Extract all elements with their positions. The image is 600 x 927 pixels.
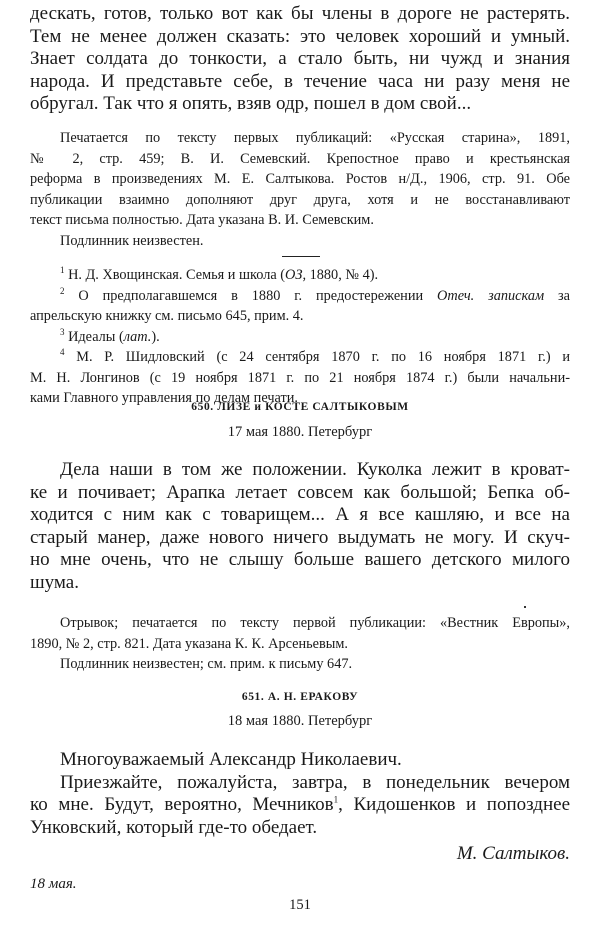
letter-651-heading: 651. А. Н. ЕРАКОВУ — [241, 691, 359, 703]
stray-mark — [524, 606, 526, 608]
footnote-text: ). — [151, 328, 160, 345]
text-line: ке и почивает; Арапка летает совсем как большой; Бепка об- — [30, 481, 570, 503]
footnote-italic: ОЗ, — [285, 267, 307, 283]
text-line: Тем не менее должен сказать: это человек хороший и умный. — [30, 25, 570, 47]
footnote-text: за — [544, 287, 570, 304]
letter-651-date: 18 мая 1880. Петербург — [227, 713, 373, 729]
note-line: Отрывок; печатается по тексту первой публикации: «Вестник Европы», — [60, 615, 570, 631]
note-line: Печатается по тексту первых публикаций: «Русская старина», 1891, — [60, 130, 570, 146]
footnote-1 — [30, 265, 570, 286]
footnote-4 — [30, 347, 570, 368]
text-line: Дела наши в том же положении. Куколка лежит в кроват- — [60, 459, 570, 480]
text-line: народа. И представьте себе, в течение часа ни разу меня не — [30, 70, 570, 92]
text-line: Знает солдата до тонкости, а стало быть, ни чужд и знания — [30, 48, 570, 69]
text-line: дескать, готов, только вот как бы члены в дороге не растерять. — [30, 3, 570, 24]
footnote-text: апрельскую книжку см. письмо 645, прим. 4. — [30, 308, 304, 324]
footnote-text: Идеалы ( — [68, 328, 124, 345]
footnote-italic: лат. — [123, 328, 152, 345]
text-line: обругал. Так что я опять, взяв одр, пошел в дом свой... — [30, 93, 472, 114]
text-fragment: ко мне. Будут, вероятно, Мечников — [30, 794, 334, 815]
footnote-number: 3 — [60, 326, 65, 337]
letter-650-text — [30, 459, 570, 594]
footnote-text: ками Главного управления по делам печати. — [30, 390, 298, 406]
letter-650-note — [30, 613, 570, 675]
footnote-text: О предполагавшемся в 1880 г. предостережении — [78, 287, 438, 304]
note-line: публикации взаимно дополняют друг друга, хотя и не восстанавливают — [30, 191, 570, 208]
footnote-ref: 1 — [333, 794, 339, 805]
footnote-number: 1 — [60, 265, 65, 276]
footnote-number: 2 — [60, 285, 65, 296]
letter-650-date: 17 мая 1880. Петербург — [227, 424, 373, 440]
text-line: Приезжайте, пожалуйста, завтра, в понедельник вечером — [60, 771, 570, 793]
text-line: но мне очень, что не слышу больше вашего детского милого — [30, 549, 570, 570]
original-note: Подлинник неизвестен; см. прим. к письму 647. — [60, 656, 353, 672]
original-note: Подлинник неизвестен. — [60, 232, 204, 249]
footnote-number: 4 — [60, 347, 65, 358]
footnote-3 — [30, 327, 570, 348]
note-line: текст письма полностью. Дата указана В. И. Семевским. — [30, 212, 374, 228]
footnote-text: М. Р. Шидловский (с 24 сентября 1870 г. по 16 ноября 1871 г.) и — [76, 349, 570, 365]
letter-dateline: 18 мая. — [30, 876, 77, 892]
footnote-2 — [30, 286, 570, 307]
letter-649-ending — [30, 3, 570, 116]
salutation: Многоуважаемый Александр Николаевич. — [60, 749, 402, 770]
text-line: шума. — [30, 571, 79, 593]
text-fragment: , Кидошенков и попозднее — [338, 794, 570, 815]
signature: М. Салтыков. — [456, 843, 570, 864]
note-line: 1890, № 2, стр. 821. Дата указана К. К. Арсеньевым. — [30, 635, 348, 652]
footnote-text: 1880, № 4). — [306, 267, 379, 283]
text-line: старый манер, даже нового ничего выдумать не могу. И скуч- — [30, 526, 570, 548]
publication-note — [30, 128, 570, 251]
text-line: Унковский, который где-то обедает. — [30, 816, 318, 838]
note-line: № 2, стр. 459; В. И. Семевский. Крепостное право и крестьянская — [30, 150, 570, 167]
footnote-italic: Отеч. запискам — [437, 287, 545, 304]
note-line: реформа в произведениях М. Е. Салтыкова. Ростов н/Д., 1906, стр. 91. Обе — [30, 171, 570, 187]
text-line: ходится с ним как с товарищем... А я все кашляю, и все на — [30, 504, 570, 525]
footnote-text: Н. Д. Хвощинская. Семья и школа ( — [68, 267, 286, 283]
footnote-divider — [282, 256, 320, 257]
footnotes — [30, 265, 570, 409]
text-line — [30, 794, 570, 817]
page-number: 151 — [289, 897, 311, 913]
letter-650-heading: 650. ЛИЗЕ и КОСТЕ САЛТЫКОВЫМ — [191, 401, 409, 413]
footnote-text: М. Н. Лонгинов (с 19 ноября 1871 г. по 21 ноября 1874 г.) были начальни- — [30, 369, 570, 386]
letter-651-text — [30, 749, 570, 839]
